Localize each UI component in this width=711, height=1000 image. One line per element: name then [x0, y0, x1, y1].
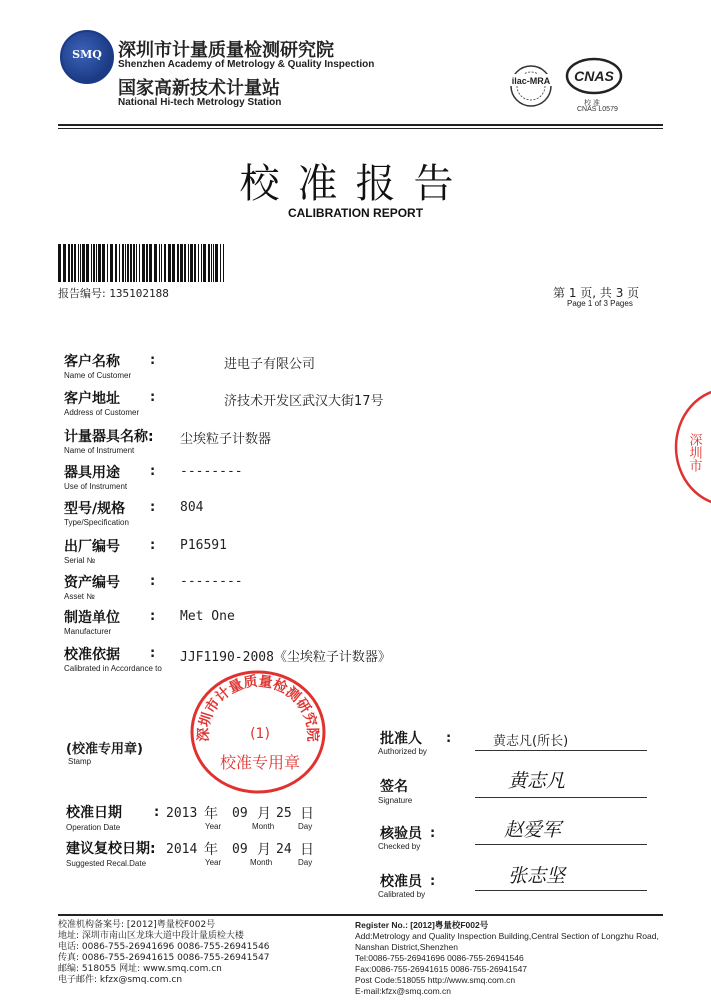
stamp-label-en: Stamp: [68, 757, 92, 766]
field-value: JJF1190-2008《尘埃粒子计数器》: [180, 650, 391, 665]
report-title-cn: 校准报告: [239, 161, 472, 207]
recal-day: 24: [276, 842, 292, 857]
barcode-bar: [213, 244, 214, 282]
field-label-en: Serial №: [64, 556, 96, 565]
cnas-sub-cn: 校 准: [584, 100, 600, 107]
report-number-label: 报告编号:: [58, 287, 106, 300]
barcode-bar: [190, 244, 193, 282]
barcode-bar: [161, 244, 162, 282]
cal-day-unit: 日: [300, 806, 314, 822]
checked-handwriting: 赵爱军: [504, 819, 562, 841]
barcode-bar: [154, 244, 157, 282]
authorized-value: 黄志凡(所长): [493, 734, 569, 749]
calibration-stamp: [188, 668, 328, 796]
cnas-text: CNAS: [574, 68, 614, 84]
footer-left-line: 电子邮件: kfzx@smq.com.cn: [58, 975, 183, 985]
field-label-cn: 校准依据: [64, 647, 120, 663]
stamp-label-cn: (校准专用章): [66, 742, 143, 757]
field-value: 济技术开发区武汉大街17号: [224, 394, 384, 409]
recal-date-label-cn: 建议复校日期:: [66, 841, 156, 857]
barcode-bar: [142, 244, 145, 282]
field-value: --------: [180, 464, 243, 479]
footer-right-line: Register No.: [2012]粤量校F002号: [355, 920, 489, 930]
barcode-bar: [110, 244, 113, 282]
footer-right-line: Nanshan District,Shenzhen: [355, 942, 459, 952]
footer-left-line: 校准机构备案号: [2012]粤量校F002号: [58, 920, 216, 930]
barcode-bar: [82, 244, 85, 282]
smq-logo: [60, 30, 114, 84]
recal-year-unit: 年: [204, 842, 218, 858]
barcode-bar: [223, 244, 224, 282]
authorized-line: [475, 750, 647, 751]
barcode-bar: [78, 244, 79, 282]
barcode-bar: [74, 244, 76, 282]
ilac-mra-logo: [503, 60, 559, 108]
org-name-cn: 深圳市计量质量检测研究院: [118, 40, 334, 61]
colon: :: [150, 464, 156, 479]
barcode-bar: [102, 244, 105, 282]
field-label-en: Manufacturer: [64, 627, 112, 636]
field-value: 尘埃粒子计数器: [180, 432, 272, 447]
field-value: 804: [180, 500, 204, 515]
checked-line: [475, 844, 647, 845]
footer-right-line: E-mail:kfzx@smq.com.cn: [355, 986, 452, 996]
barcode-bar: [208, 244, 210, 282]
barcode-bar: [91, 244, 92, 282]
signature-label-en: Signature: [378, 796, 413, 805]
barcode-bar: [71, 244, 73, 282]
cal-day: 25: [276, 806, 292, 821]
cal-year-en: Year: [205, 822, 222, 831]
field-value: 进电子有限公司: [224, 357, 316, 372]
barcode-bar: [201, 244, 202, 282]
footer-right-line: Tel:0086-755-26941696 0086-755-26941546: [355, 953, 524, 963]
field-label-cn: 资产编号: [64, 575, 120, 591]
footer-right-line: Fax:0086-755-26941615 0086-755-26941547: [355, 964, 528, 974]
cnas-sub-id: CNAS L0579: [577, 106, 618, 113]
recal-year: 2014: [166, 842, 198, 857]
signature-label-cn: 签名: [380, 779, 408, 795]
colon: :: [430, 826, 436, 841]
field-label-en: Type/Specification: [64, 518, 129, 527]
report-title-en: CALIBRATION REPORT: [287, 206, 424, 220]
checked-label-cn: 核验员: [380, 826, 422, 842]
stamp-ring-text: 深圳市计量质量检测研究院: [195, 673, 321, 742]
footer-rule: [58, 914, 663, 916]
barcode-bar: [63, 244, 66, 282]
barcode-bar: [136, 244, 137, 282]
operation-date-label-cn: 校准日期: [66, 805, 122, 821]
field-label-en: Address of Customer: [64, 408, 140, 417]
barcode-bar: [133, 244, 135, 282]
report-number: 135102188: [109, 287, 169, 300]
barcode-bar: [215, 244, 218, 282]
field-label-en: Asset №: [64, 592, 95, 601]
cal-month: 09: [232, 806, 248, 821]
colon: :: [150, 390, 156, 405]
field-label-en: Name of Customer: [64, 371, 132, 380]
field-label-cn: 出厂编号: [64, 539, 120, 555]
field-label-cn: 器具用途: [64, 465, 120, 481]
calibrated-line: [475, 890, 647, 891]
field-label-cn: 客户名称: [64, 354, 120, 370]
cal-day-en: Day: [298, 822, 313, 831]
calibrated-label-en: Calibrated by: [378, 890, 426, 899]
barcode-bar: [93, 244, 95, 282]
barcode-bar: [188, 244, 189, 282]
barcode-bar: [86, 244, 89, 282]
barcode-bar: [149, 244, 152, 282]
station-name-en: National Hi-tech Metrology Station: [118, 97, 282, 108]
colon: :: [430, 874, 436, 889]
barcode-bar: [127, 244, 129, 282]
field-label-en: Use of Instrument: [64, 482, 128, 491]
field-label-cn: 型号/规格: [64, 501, 126, 517]
recal-month: 09: [232, 842, 248, 857]
cal-month-unit: 月: [257, 806, 271, 822]
colon: :: [150, 646, 156, 661]
recal-date-label-en: Suggested Recal.Date: [66, 859, 147, 868]
barcode-bar: [168, 244, 171, 282]
barcode-bar: [58, 244, 61, 282]
recal-month-en: Month: [250, 858, 273, 867]
barcode-bar: [146, 244, 148, 282]
barcode-bar: [119, 244, 120, 282]
side-stamp-text: 深圳市: [686, 433, 702, 472]
operation-date-label-en: Operation Date: [66, 823, 121, 832]
recal-year-en: Year: [205, 858, 222, 867]
barcode-bar: [98, 244, 101, 282]
colon: :: [150, 574, 156, 589]
calibrated-handwriting: 张志坚: [508, 865, 566, 887]
barcode-bar: [198, 244, 199, 282]
barcode-bar: [115, 244, 117, 282]
field-value: P16591: [180, 538, 227, 553]
barcode-bar: [107, 244, 108, 282]
colon: :: [150, 538, 156, 553]
barcode-bar: [180, 244, 183, 282]
authorized-label-cn: 批准人: [380, 731, 422, 747]
org-name-en: Shenzhen Academy of Metrology & Quality Inspection: [118, 59, 375, 70]
footer-right: [355, 920, 659, 997]
side-stamp-partial: [668, 385, 711, 510]
footer-left-line: 邮编: 518055 网址: www.smq.com.cn: [58, 964, 222, 974]
colon: :: [154, 805, 160, 820]
barcode-bar: [122, 244, 124, 282]
field-label-cn: 计量器具名称:: [64, 429, 154, 445]
barcode-bar: [220, 244, 221, 282]
calibrated-label-cn: 校准员: [380, 874, 422, 890]
colon: :: [446, 731, 452, 746]
cal-month-en: Month: [252, 822, 275, 831]
field-label-cn: 制造单位: [64, 610, 120, 626]
barcode-bar: [164, 244, 166, 282]
barcode-bar: [68, 244, 70, 282]
checked-label-en: Checked by: [378, 842, 421, 851]
logo-text: SMQ: [72, 48, 102, 61]
recal-day-unit: 日: [300, 842, 314, 858]
footer-left-line: 地址: 深圳市南山区龙珠大道中段计量质检大楼: [58, 931, 244, 941]
barcode-bar: [177, 244, 179, 282]
footer-left-line: 传真: 0086-755-26941615 0086-755-26941547: [58, 953, 270, 963]
stamp-bottom-text: 校准专用章: [219, 753, 301, 772]
header-rule: [58, 124, 663, 126]
colon: :: [150, 609, 156, 624]
signature-line: [475, 797, 647, 798]
colon: :: [150, 353, 156, 368]
cal-year-unit: 年: [204, 806, 218, 822]
field-label-en: Calibrated in Accordance to: [64, 664, 162, 673]
barcode-bar: [172, 244, 175, 282]
footer-left: [58, 920, 270, 986]
barcode-bar: [139, 244, 140, 282]
field-value: --------: [180, 574, 243, 589]
barcode-bar: [194, 244, 196, 282]
recal-day-en: Day: [298, 858, 313, 867]
signature-handwriting: 黄志凡: [508, 770, 566, 792]
barcode-bar: [80, 244, 81, 282]
cnas-logo: [565, 56, 623, 96]
barcode-bar: [96, 244, 97, 282]
barcode-bar: [130, 244, 132, 282]
page-indicator-cn: 第 1 页, 共 3 页: [553, 286, 640, 300]
header-rule-thin: [58, 128, 663, 129]
stamp-center-no: (1): [250, 726, 270, 742]
footer-left-line: 电话: 0086-755-26941696 0086-755-26941546: [58, 942, 270, 952]
colon: :: [150, 500, 156, 515]
barcode-bar: [184, 244, 186, 282]
field-label-en: Name of Instrument: [64, 446, 135, 455]
footer-right-line: Post Code:518055 http://www.smq.com.cn: [355, 975, 516, 985]
barcode-bar: [203, 244, 206, 282]
cal-year: 2013: [166, 806, 198, 821]
barcode-bar: [125, 244, 126, 282]
recal-month-unit: 月: [257, 842, 271, 858]
barcode-bar: [211, 244, 212, 282]
page-indicator-en: Page 1 of 3 Pages: [567, 299, 633, 308]
field-label-cn: 客户地址: [64, 391, 120, 407]
ilac-text: ilac-MRA: [511, 76, 551, 86]
field-value: Met One: [180, 609, 235, 624]
authorized-label-en: Authorized by: [378, 747, 427, 756]
station-name-cn: 国家高新技术计量站: [118, 78, 280, 99]
barcode-bar: [159, 244, 160, 282]
footer-right-line: Add:Metrology and Quality Inspection Building,Central Section of Longzhu Road,: [355, 931, 659, 941]
barcode: [58, 244, 226, 282]
